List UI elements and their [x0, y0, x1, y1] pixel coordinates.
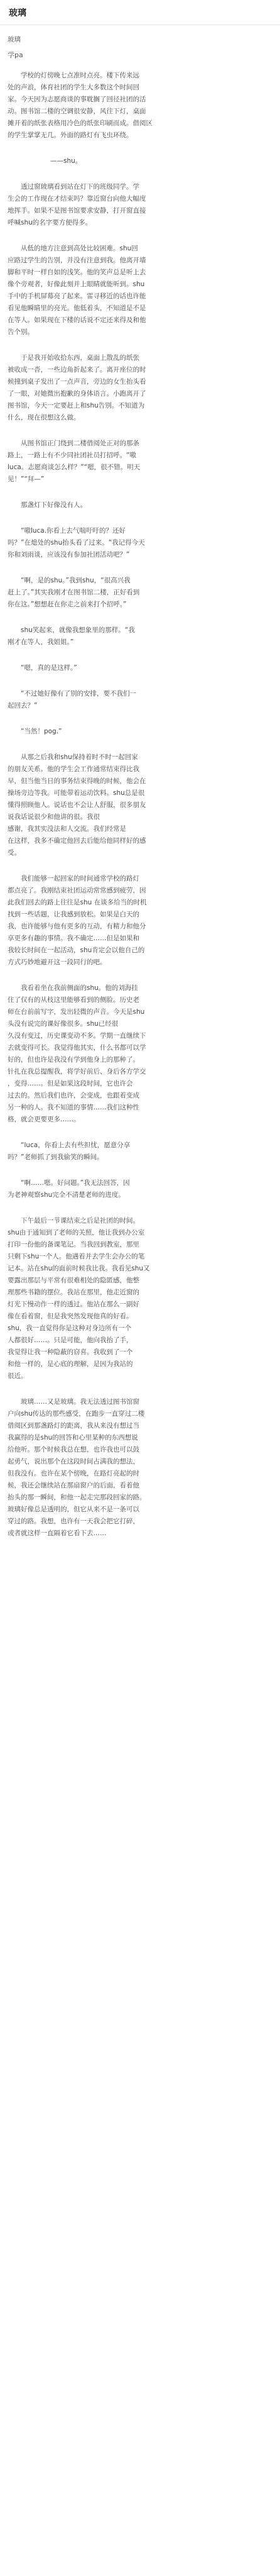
paragraph	[8, 752, 272, 859]
text-line: 或者就这样一直隔着它看下去……	[8, 1530, 107, 1537]
text-line: 从图书馆正门绕到二楼借阅处正对的那条	[8, 440, 139, 447]
text-line: 操场旁边等我。可能带着运动饮料。shu总是很	[8, 789, 145, 797]
text-line: ，变得……。但是如果这段时间，它也许会	[8, 1080, 133, 1087]
text-line: 但我没有。也许在某个傍晚，在路灯亮起的时	[8, 1470, 139, 1477]
text-line: “啊……嗯。好问题。”我无法回答，因	[8, 1179, 130, 1187]
text-line: 被收成一沓，一些边角折起来了。离开座位的时	[8, 366, 146, 374]
text-line: “不过她好像有了别的安排，要不我们一	[8, 690, 136, 697]
text-line: 记本。站在shu的面前时候我比我。我看见shu又	[8, 1265, 150, 1272]
paragraph	[8, 662, 272, 674]
text-line: “luca，你看上去有些担忧，愿意分享	[8, 1141, 131, 1149]
text-line: 你在这。”想想赶在你走之前来打个招呼。”	[8, 601, 127, 608]
text-line: 针扎在我总提醒我，将学好前后、身后各方学交	[8, 1068, 146, 1075]
text-line: “嗯，真的是这样。”	[8, 664, 77, 672]
text-line: 给他听。那个时候我总在想，也许我也可以鼓	[8, 1446, 139, 1453]
paragraph	[8, 1215, 272, 1382]
text-line: 此我们回去的路上往往是shu 在谈多给当的时机	[8, 899, 147, 906]
text-line: 我赢得的是shu的回答和心里某种的东西想说	[8, 1434, 138, 1441]
paragraph	[8, 70, 272, 142]
paragraph	[8, 499, 272, 511]
text-line: 我较长时间在一起活动，shu肯定会以他自己的	[8, 947, 145, 954]
text-line: 从那之后我和shu保持着时不时一起回家	[8, 753, 138, 761]
text-line: shu笑起来，就像我想象里的那样。“我	[8, 626, 135, 634]
paragraph	[8, 1140, 272, 1163]
text-line: “啊，是的shu。”我到shu，“很高兴我	[8, 577, 131, 584]
paragraph	[8, 982, 272, 1126]
text-line: 生会的工作现在才结束吗？靠近窗台向他大幅度	[8, 195, 146, 203]
paragraph	[8, 1177, 272, 1201]
paragraph	[8, 873, 272, 969]
text-line: 享更多有趣的事情。我不确定……但是如果和	[8, 935, 139, 942]
text-line: luca。志愿商谈怎么样？”“嗯，很不错。明天	[8, 464, 141, 471]
text-line: 看见他瞬睛里的亮光。他低着头，不知道是不是	[8, 304, 146, 312]
text-line: 学校的灯傍晚七点准时点亮。楼下传来远	[8, 72, 139, 79]
text-line: 起勇气，说出那个在这段时间占满我的想法，	[8, 1458, 139, 1465]
text-line: 借阅区到那盏路灯的距离，我从来没有想过当	[8, 1422, 139, 1430]
text-line: 了一眼，对她微出抱歉的身体语言。小跑离开了	[8, 390, 146, 397]
text-line: 的学生掌掌无几。外面的路灯有飞虫环绕。	[8, 131, 133, 139]
text-line: 要露出那层与平常有很难相处的隐匿感，他整	[8, 1277, 139, 1284]
text-line: 路上，一路上有不少同社团社员打招呼。“嗷	[8, 452, 136, 459]
text-line: 那盏灯下好像没有人。	[8, 501, 87, 509]
paragraph	[8, 688, 272, 712]
text-line: 懂得照顾他人。说话也不会让人舒服，很多朋友	[8, 801, 146, 809]
text-line: 和他一样的，是心底的理解，是因为我站的	[8, 1360, 133, 1368]
text-line: 赶上了。”其实我刚才在图书馆二楼，正好看到	[8, 589, 140, 596]
text-line: 摊开着的纸张表格用冷色的纸张印刷而成。借阅区	[8, 119, 153, 127]
paragraph	[8, 625, 272, 648]
text-line: 告个别。	[8, 328, 34, 336]
paragraph	[8, 181, 272, 229]
author-name: 学pa	[8, 51, 23, 59]
text-line: 图书馆，今天一定要赶上和shu告别。不知道为	[8, 402, 145, 409]
text-line: 另一种的人。我不知道的事情……我们这种性	[8, 1104, 139, 1111]
text-line: 理那些书籍的摆位。我站在那里，他走近窗的	[8, 1289, 139, 1296]
text-line: 手中的手机屏幕亮了起来。雷寻移近的话也许能	[8, 292, 146, 300]
text-line: 我觉得让我一种隐蔽的窃喜。我收到了一个	[8, 1348, 133, 1356]
text-line: 吗？”在熄处的shu抬头看了过来。“我记得今天	[8, 539, 145, 547]
text-line: 我们能够一起回家的时间通常学校的路灯	[8, 875, 139, 882]
paragraph-list	[8, 70, 272, 1540]
article-subtitle: 玻璃	[8, 36, 21, 43]
text-line: ——shu。	[50, 157, 82, 165]
text-line: 透过窗玻璃看到站在灯下的班级同学。学	[8, 183, 139, 191]
text-line: 处的声浪，体育社团的学生大多数这个时间回	[8, 84, 139, 91]
text-line: 我看着坐在我前侧面的shu。他的刘海挂	[8, 984, 138, 992]
page-title: 玻璃	[9, 8, 26, 18]
text-line: “嗷luca.你看上去气喘吁吁的？还好	[8, 527, 126, 535]
text-line: 刚才在等人，我姐姐。”	[8, 638, 74, 646]
text-line: 像在看着窗，但是我突然发现他真的好看。	[8, 1313, 133, 1320]
text-line: 感谢，我其实没法和人交流。我们经常是	[8, 825, 126, 833]
paragraph	[8, 438, 272, 486]
text-line: 找到一些话题，让我感到放松。如果是白天的	[8, 911, 139, 918]
text-line: 久没有变过，历史课变动不多。学期一直继续下	[8, 1032, 146, 1040]
text-line: 起回去？”	[8, 702, 38, 709]
text-line: 只剩下shu一个人。他遇着并去学生会办公的笔	[8, 1253, 145, 1260]
paragraph	[8, 525, 272, 561]
text-line: shu，我一直觉得你是这种对身边所有一个	[8, 1324, 132, 1332]
paragraph	[8, 243, 272, 338]
text-line: 在等人。如果现在下楼的话说不定还来得及和他	[8, 316, 146, 324]
text-line: 格，就会更要更多……。	[8, 1116, 80, 1123]
page-header	[0, 0, 280, 25]
text-line: 早，但当他当日的事务结束得晚的时候，他会在	[8, 777, 146, 785]
text-line: 说我话说很少和他讲的很。我很	[8, 813, 100, 821]
text-line: 下午最后一节课结束之后是社团的时间。	[8, 1217, 139, 1224]
text-line: 候撞到桌子发出了一点声音，旁边的女生抬头看	[8, 378, 146, 386]
text-line: “当然！pog.”	[8, 728, 62, 735]
text-line: 见！”“拜—”	[8, 475, 45, 483]
text-line: 地挥手。如果不是图书馆要求安静，打开窗直接	[8, 207, 146, 214]
text-line: 我，也许能够与他有更多的互动，有精力和他分	[8, 923, 146, 930]
text-line: 脚和平时一样自如的浅笑。他的笑声总是听上去	[8, 269, 146, 276]
text-line: 抬头的那一瞬间，和他一起走完那段回家的路。	[8, 1494, 146, 1501]
text-line: 应路过学生的告别，并没有注意到我。他离开墙	[8, 257, 146, 264]
text-line: 过去的。然后我们也许，会变成，也跟着变成	[8, 1092, 139, 1099]
text-line: 头没有说完的课好像很多。shu已经很	[8, 1020, 119, 1028]
text-line: 户向shu传达的那些感受，在跑步一直穿过二楼	[8, 1410, 145, 1418]
text-line: 于是我开始收拾东西，桌面上散乱的纸张	[8, 354, 139, 362]
paragraph	[8, 1396, 272, 1540]
text-line: 吗？”老师抓了到我偷笑的瞬间。	[8, 1153, 104, 1161]
text-line: 呼喊shu的名字要方便得多。	[8, 219, 92, 226]
text-line: 人都很好……。只是可能，他向我抬了手，	[8, 1336, 133, 1344]
paragraph	[8, 575, 272, 611]
paragraph	[8, 352, 272, 424]
text-line: 为老神观察shu完全不清楚老师的进度。	[8, 1191, 125, 1199]
text-line: 去就变得可长。我觉得他其实，什么书都可以学	[8, 1044, 146, 1052]
text-line: 穿过的路。我想，也许有一天我会把它打碎，	[8, 1518, 139, 1525]
text-line: 打印一份他的备课笔记。当我回到教室，那里	[8, 1241, 139, 1248]
text-line: 什么，现在很想这么做。	[8, 414, 80, 421]
text-line: 像个旁观者，好像此刻并上眼睛就能听到。shu	[8, 280, 145, 288]
text-line: 的朋友关系。他的学生会工作通常结束得比我	[8, 765, 139, 773]
text-line: 师在台前前写字，发出轻微的声音。今天是shu	[8, 1008, 145, 1016]
text-line: 受。	[8, 849, 21, 857]
text-line: 动。图书馆二楼的空调很安静，风往下灯，桌面	[8, 108, 146, 115]
paragraph	[8, 726, 272, 738]
text-line: 玻璃好像总是透明的，但它从来不是一条可以	[8, 1506, 139, 1513]
paragraph	[8, 155, 272, 167]
text-line: 都点亮了。我刚结束社团运动常常感到疲劳，因	[8, 887, 146, 894]
text-line: 你和刘雨谈，应该没有参加社团活动吧？”	[8, 551, 130, 558]
text-line: 方式巧妙地避开这一段同行的吧。	[8, 958, 107, 966]
article-body	[0, 25, 280, 1540]
text-line: 玻璃……又是玻璃。我无法透过图书馆窗	[8, 1398, 139, 1406]
text-line: 从低的地方注意到高处比较困难。shu回	[8, 245, 138, 252]
text-line: 家。今天因为志愿商谈的事耽搁了回径社团的活	[8, 96, 146, 103]
text-line: shu由于通知到了老师的关照，他让我到办公室	[8, 1229, 145, 1236]
text-line: 灯光下慢动作一样的透过。他站在那么一副好	[8, 1301, 139, 1308]
text-line: 在这样，我多不确定他回去后能给他同样好的感	[8, 837, 146, 845]
text-line: 候，我还会继续站在那扇窗户的后面，看着他	[8, 1482, 139, 1489]
text-line: 很近。	[8, 1372, 28, 1380]
text-line: 好的，但也许是我没有学到他身上的那种了。	[8, 1056, 139, 1063]
text-line: 住了仅有的从枝这里能够看到的侧脸。历史老	[8, 996, 139, 1004]
